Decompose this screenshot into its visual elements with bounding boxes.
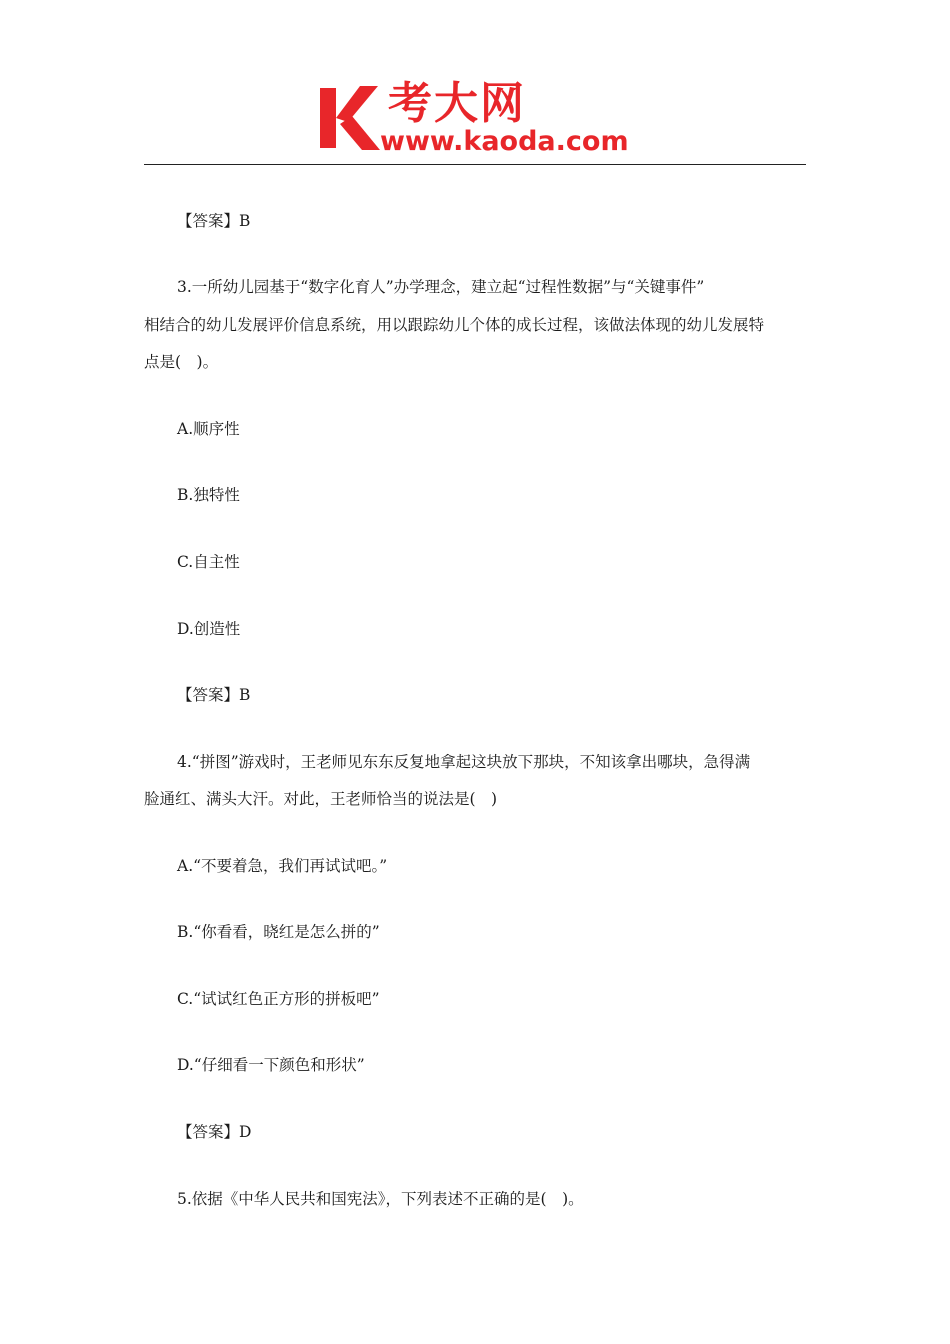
question-4-option-d: D.“仔细看一下颜色和形状” (177, 1056, 365, 1074)
header-divider (144, 164, 806, 165)
question-4-option-c: C.“试试红色正方形的拼板吧” (177, 990, 380, 1008)
kaoda-logo[interactable] (318, 80, 648, 160)
answer-line: 【答案】B (177, 212, 251, 230)
answer-line: 【答案】D (177, 1123, 252, 1141)
question-4-line-2: 脸通红、满头大汗。对此，王老师恰当的说法是( ) (144, 790, 498, 808)
question-3-line-2: 相结合的幼儿发展评价信息系统，用以跟踪幼儿个体的成长过程，该做法体现的幼儿发展特 (144, 316, 765, 334)
question-3-option-a: A.顺序性 (177, 420, 240, 438)
question-3-line-3: 点是( )。 (144, 353, 219, 371)
question-3-option-b: B.独特性 (177, 486, 240, 504)
question-5-line-1: 5.依据《中华人民共和国宪法》，下列表述不正确的是( )。 (177, 1190, 584, 1208)
question-4-line-1: 4.“拼图”游戏时，王老师见东东反复地拿起这块放下那块，不知该拿出哪块，急得满 (177, 753, 751, 771)
question-3-option-d: D.创造性 (177, 620, 241, 638)
question-3-line-1: 3.一所幼儿园基于“数字化育人”办学理念，建立起“过程性数据”与“关键事件” (177, 278, 705, 296)
logo-url-text: www.kaoda.com (380, 126, 629, 157)
page-header (0, 0, 950, 170)
question-4-option-b: B.“你看看，晓红是怎么拼的” (177, 923, 380, 941)
question-4-option-a: A.“不要着急，我们再试试吧。” (177, 857, 388, 875)
answer-line: 【答案】B (177, 686, 251, 704)
question-3-option-c: C.自主性 (177, 553, 240, 571)
logo-chinese-text: 考大网 (388, 78, 526, 129)
